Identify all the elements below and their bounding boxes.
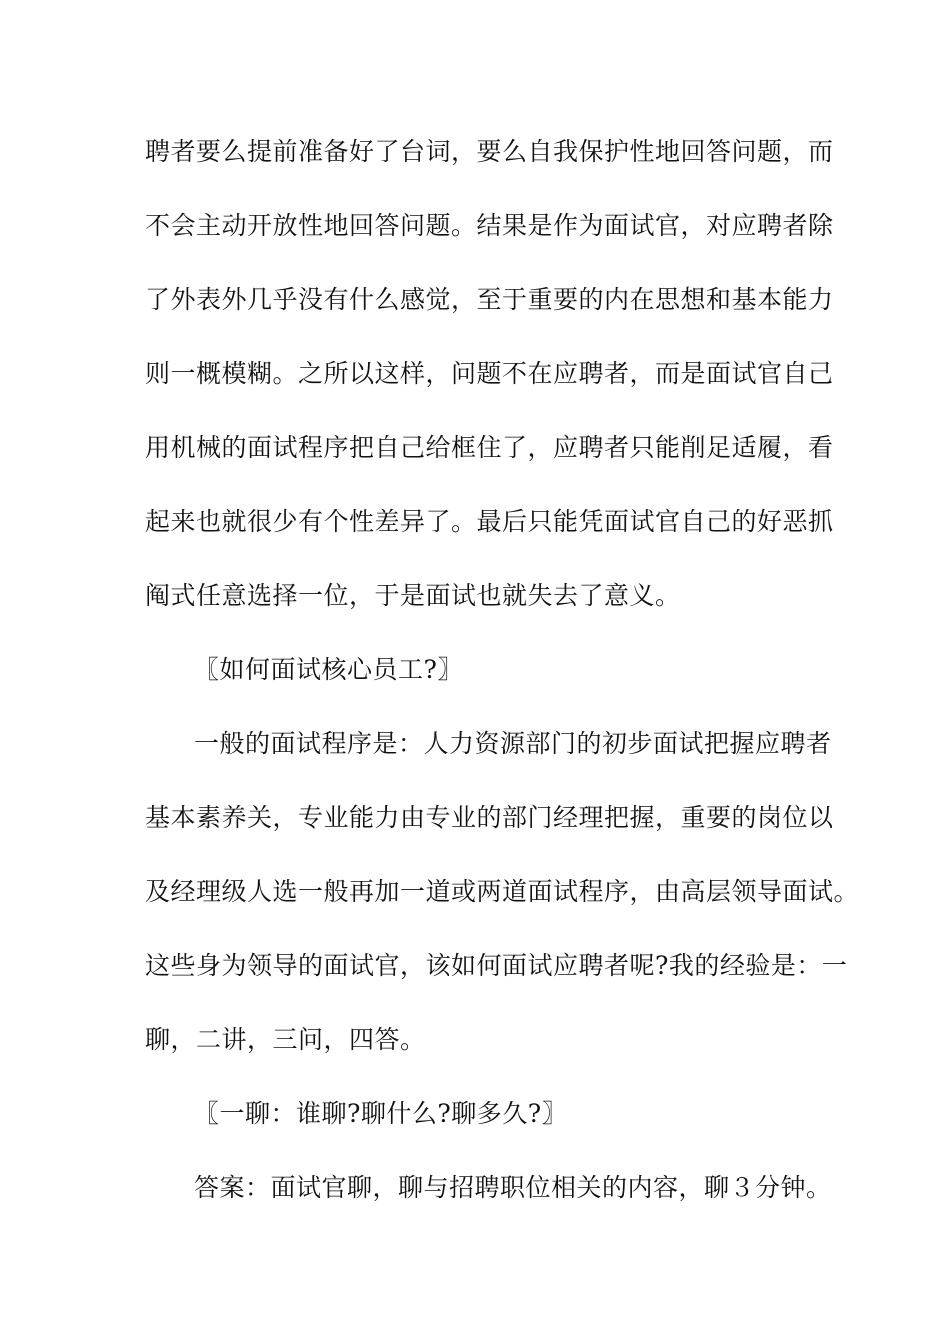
text-line: 这些身为领导的面试官，该如何面试应聘者呢?我的经验是：一 bbox=[145, 951, 848, 980]
text-line: 答案：面试官聊，聊与招聘职位相关的内容，聊３分钟。 bbox=[194, 1173, 832, 1202]
text-line: 则一概模糊。之所以这样，问题不在应聘者，而是面试官自己 bbox=[145, 359, 834, 388]
text-line: 用机械的面试程序把自己给框住了，应聘者只能削足适履，看 bbox=[145, 433, 834, 462]
section-heading: 〖一聊：谁聊?聊什么?聊多久?〗 bbox=[194, 1099, 568, 1128]
text-line: 不会主动开放性地回答问题。结果是作为面试官，对应聘者除 bbox=[145, 211, 834, 240]
text-line: 聘者要么提前准备好了台词，要么自我保护性地回答问题，而 bbox=[145, 137, 834, 166]
text-line: 一般的面试程序是：人力资源部门的初步面试把握应聘者 bbox=[194, 729, 832, 758]
text-line: 聊，二讲，三问，四答。 bbox=[145, 1025, 426, 1054]
text-line: 阄式任意选择一位，于是面试也就失去了意义。 bbox=[145, 581, 681, 610]
text-line: 了外表外几乎没有什么感觉，至于重要的内在思想和基本能力 bbox=[145, 285, 834, 314]
text-line: 基本素养关，专业能力由专业的部门经理把握，重要的岗位以 bbox=[145, 803, 834, 832]
text-line: 及经理级人选一般再加一道或两道面试程序，由高层领导面试。 bbox=[145, 877, 860, 906]
section-heading: 〖如何面试核心员工?〗 bbox=[194, 655, 463, 684]
text-line: 起来也就很少有个性差异了。最后只能凭面试官自己的好恶抓 bbox=[145, 507, 834, 536]
